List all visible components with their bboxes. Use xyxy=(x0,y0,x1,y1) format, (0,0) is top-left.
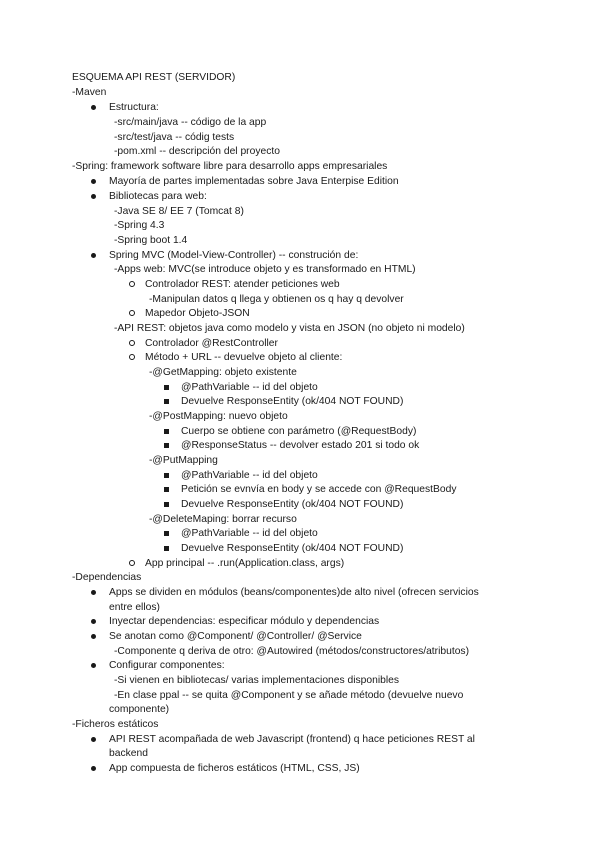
note-line: @PathVariable -- id del objeto xyxy=(181,528,318,539)
note-line: -Java SE 8/ EE 7 (Tomcat 8) xyxy=(114,206,244,217)
note-line: Estructura: xyxy=(109,102,159,113)
note-line: Devuelve ResponseEntity (ok/404 NOT FOUND) xyxy=(181,543,404,554)
note-line: Mayoría de partes implementadas sobre Java Enterpise Edition xyxy=(109,176,399,187)
note-line: Petición se evnvía en body y se accede con @RequestBody xyxy=(181,484,457,495)
note-line: Devuelve ResponseEntity (ok/404 NOT FOUND) xyxy=(181,499,404,510)
bullet-disc-icon xyxy=(91,190,96,205)
bullet-square-icon xyxy=(164,542,169,557)
note-line: Se anotan como @Component/ @Controller/ @Service xyxy=(109,631,362,642)
note-line: Cuerpo se obtiene con parámetro (@RequestBody) xyxy=(181,426,417,437)
bullet-disc-icon xyxy=(91,175,96,190)
bullet-circle-icon xyxy=(129,278,135,293)
bullet-square-icon xyxy=(164,439,169,454)
note-line: @ResponseStatus -- devolver estado 201 si todo ok xyxy=(181,440,420,451)
note-line: -pom.xml -- descripción del proyecto xyxy=(114,146,280,157)
note-line: Inyectar dependencias: especificar módulo y dependencias xyxy=(109,616,380,627)
note-line: -Spring boot 1.4 xyxy=(114,235,188,246)
bullet-square-icon xyxy=(164,425,169,440)
note-line: -src/test/java -- códig tests xyxy=(114,132,235,143)
note-line: -En clase ppal -- se quita @Component y se añade método (devuelve nuevo xyxy=(114,690,464,701)
note-line: App compuesta de ficheros estáticos (HTML, CSS, JS) xyxy=(109,763,360,774)
note-line: -Apps web: MVC(se introduce objeto y es transformado en HTML) xyxy=(114,264,416,275)
note-line: Controlador @RestController xyxy=(145,338,278,349)
bullet-circle-icon xyxy=(129,351,135,366)
bullet-disc-icon xyxy=(91,659,96,674)
note-line: entre ellos) xyxy=(109,602,160,613)
note-line: -Maven xyxy=(72,87,107,98)
note-line: App principal -- .run(Application.class, args) xyxy=(145,558,345,569)
note-line: -API REST: objetos java como modelo y vista en JSON (no objeto ni modelo) xyxy=(114,323,465,334)
note-line: Bibliotecas para web: xyxy=(109,191,207,202)
bullet-circle-icon xyxy=(129,337,135,352)
note-line: Controlador REST: atender peticiones web xyxy=(145,279,340,290)
bullet-square-icon xyxy=(164,483,169,498)
note-line: Spring MVC (Model-View-Controller) -- construción de: xyxy=(109,250,359,261)
note-line: @PathVariable -- id del objeto xyxy=(181,470,318,481)
bullet-square-icon xyxy=(164,381,169,396)
note-line: API REST acompañada de web Javascript (frontend) q hace peticiones REST al xyxy=(109,734,475,745)
note-line: -@PostMapping: nuevo objeto xyxy=(149,411,288,422)
note-line: -Spring: framework software libre para desarrollo apps empresariales xyxy=(72,161,388,172)
note-line: @PathVariable -- id del objeto xyxy=(181,382,318,393)
bullet-square-icon xyxy=(164,527,169,542)
bullet-circle-icon xyxy=(129,557,135,572)
note-line: -Dependencias xyxy=(72,572,142,583)
bullet-disc-icon xyxy=(91,733,96,748)
bullet-disc-icon xyxy=(91,630,96,645)
document-title: ESQUEMA API REST (SERVIDOR) xyxy=(72,72,236,83)
bullet-disc-icon xyxy=(91,249,96,264)
bullet-disc-icon xyxy=(91,586,96,601)
bullet-square-icon xyxy=(164,469,169,484)
bullet-circle-icon xyxy=(129,307,135,322)
bullet-disc-icon xyxy=(91,101,96,116)
note-line: Método + URL -- devuelve objeto al cliente: xyxy=(145,352,343,363)
note-line: -Componente q deriva de otro: @Autowired (métodos/constructores/atributos) xyxy=(114,646,469,657)
note-line: -Ficheros estáticos xyxy=(72,719,159,730)
note-line: componente) xyxy=(109,704,170,715)
note-line: Apps se dividen en módulos (beans/componentes)de alto nivel (ofrecen servicios xyxy=(109,587,479,598)
bullet-square-icon xyxy=(164,498,169,513)
bullet-square-icon xyxy=(164,395,169,410)
note-line: Configurar componentes: xyxy=(109,660,225,671)
note-line: Mapedor Objeto-JSON xyxy=(145,308,250,319)
note-line: -@GetMapping: objeto existente xyxy=(149,367,297,378)
note-line: -Manipulan datos q llega y obtienen os q hay q devolver xyxy=(149,294,404,305)
bullet-disc-icon xyxy=(91,615,96,630)
note-line: -Spring 4.3 xyxy=(114,220,165,231)
note-line: -@DeleteMaping: borrar recurso xyxy=(149,514,297,525)
bullet-disc-icon xyxy=(91,762,96,777)
note-line: -@PutMapping xyxy=(149,455,218,466)
note-line: backend xyxy=(109,748,148,759)
note-line: -src/main/java -- código de la app xyxy=(114,117,267,128)
note-line: -Si vienen en bibliotecas/ varias implementaciones disponibles xyxy=(114,675,400,686)
note-line: Devuelve ResponseEntity (ok/404 NOT FOUND) xyxy=(181,396,404,407)
